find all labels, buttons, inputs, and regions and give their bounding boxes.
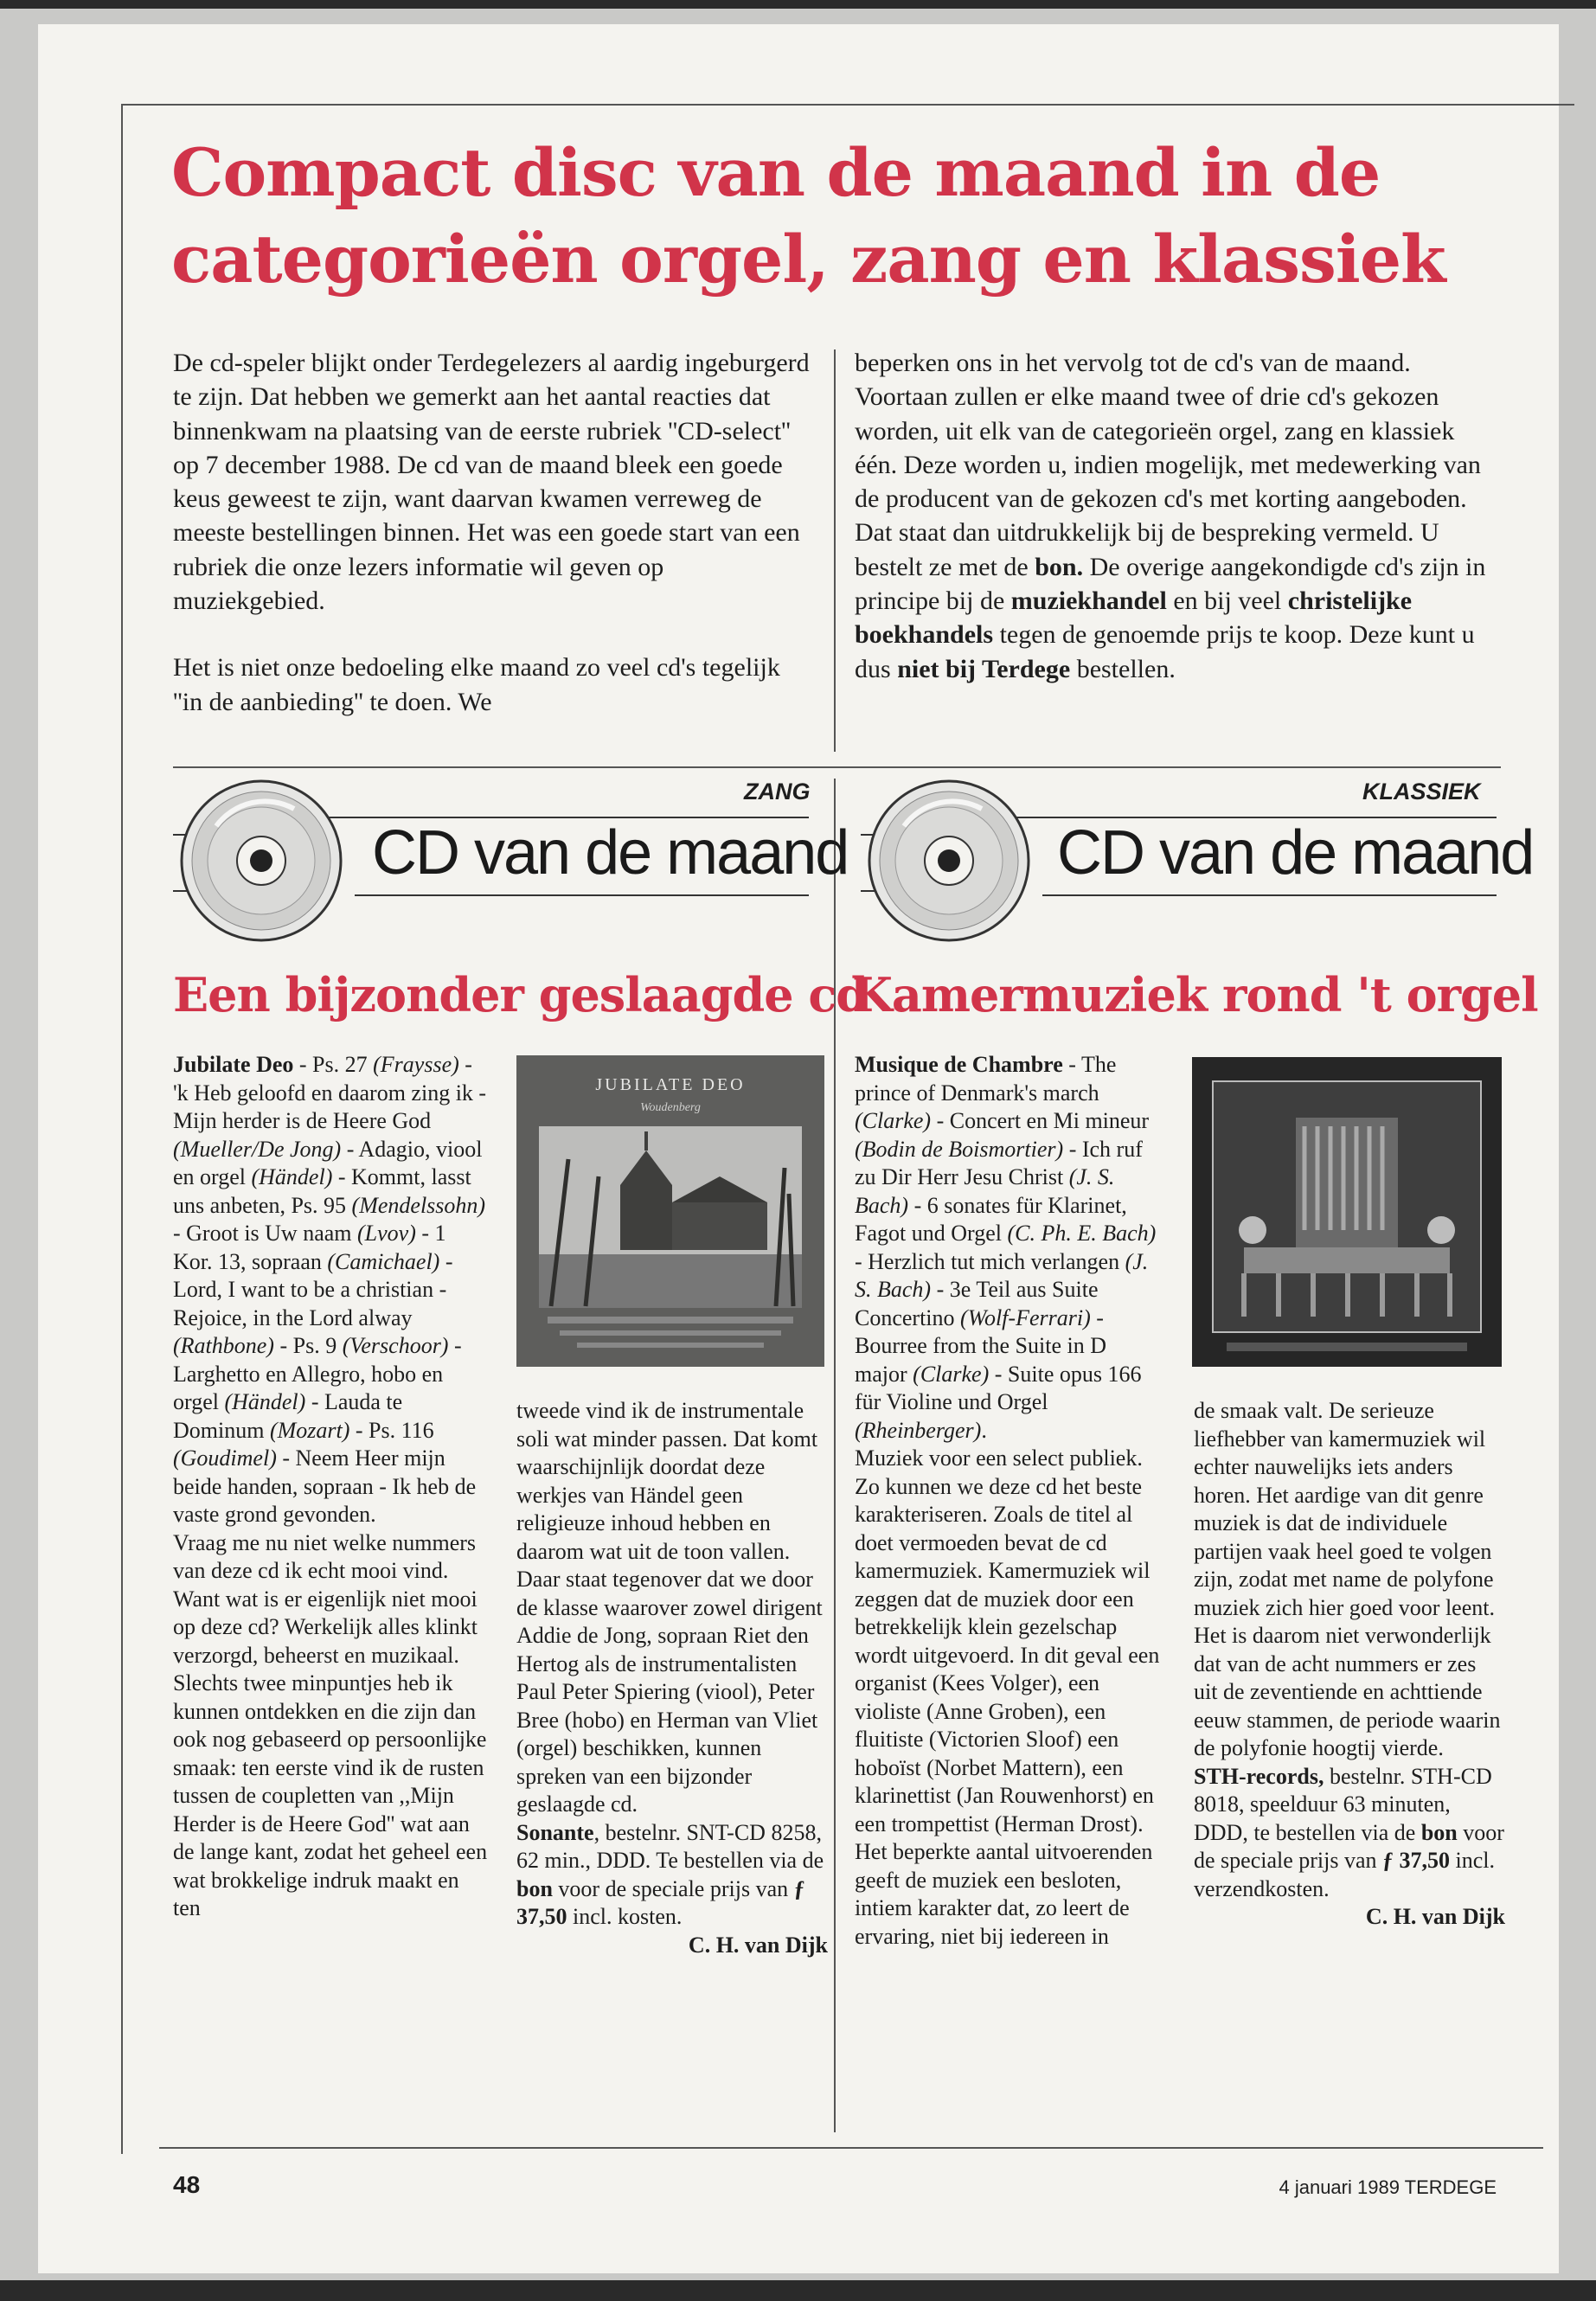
text-run: bon bbox=[516, 1875, 553, 1901]
text-run: - 'k Heb geloofd en daarom zing ik - Mijn herder is de Heere God bbox=[173, 1052, 487, 1133]
text-run: (Rathbone) bbox=[173, 1333, 274, 1358]
text-run: - Herzlich tut mich verlangen bbox=[855, 1248, 1125, 1274]
text-run: - 1 Kor. 13, sopraan bbox=[173, 1221, 446, 1274]
cover-subtitle: Woudenberg bbox=[640, 1101, 701, 1114]
category-label-klassiek: KLASSIEK bbox=[1362, 779, 1481, 804]
text-run: - Ps. 27 bbox=[293, 1052, 374, 1077]
text-run: - Ich ruf zu Dir Herr Jesu Christ bbox=[855, 1136, 1143, 1189]
klassiek-text-column-1 bbox=[855, 1051, 1162, 1951]
text-run: Musique de Chambre bbox=[855, 1052, 1063, 1077]
scan-border-top bbox=[0, 0, 1596, 9]
text-run: (Fraysse) bbox=[373, 1052, 459, 1077]
text-run: ƒ 37,50 bbox=[516, 1875, 805, 1929]
text-run: - Groot is Uw naam bbox=[173, 1221, 358, 1246]
text-run: STH-records, bbox=[1194, 1763, 1324, 1789]
text-run: (Händel) bbox=[224, 1389, 306, 1414]
text-run: (Verschoor) bbox=[342, 1333, 449, 1358]
text-run: voor de speciale prijs van bbox=[552, 1875, 794, 1901]
text-run: - The prince of Denmark's march bbox=[855, 1052, 1117, 1106]
cd-van-de-maand-klassiek: CD van de maand bbox=[1057, 818, 1534, 888]
issue-date: 4 januari 1989 TERDEGE bbox=[1279, 2176, 1497, 2198]
cd-van-de-maand-zang: CD van de maand bbox=[372, 818, 849, 888]
page-number: 48 bbox=[173, 2171, 201, 2198]
text-run: (J. S. Bach) bbox=[855, 1248, 1149, 1302]
intro-column-divider bbox=[834, 349, 836, 752]
text-run: voor de speciale prijs van bbox=[1194, 1819, 1504, 1873]
text-run: (Lvov) bbox=[357, 1221, 416, 1246]
text-run: - Kommt, lasst uns anbeten, Ps. 95 bbox=[173, 1164, 471, 1218]
intro-paragraph-3: beperken ons in het vervolg tot de cd's van de maand. Voortaan zullen er elke maand twee of drie cd's gekozen worden, uit elk van de categorieën orgel, zang en klassiek één. Deze worden u, indien mogelijk, met medewerking van de producent van de gekozen cd's met korting aangeboden. Dat staat dan uitdrukkelijk bij de bespreking vermeld. U bestelt ze met de bon. De overige aangekondigde cd's zijn in principe bij de muziekhandel en bij veel christelijke boekhandels tegen de genoemde prijs te koop. Deze kunt u dus niet bij Terdege bestellen. bbox=[855, 349, 1486, 683]
text-run: - Bourree from the Suite in D major bbox=[855, 1304, 1106, 1387]
zang-text-column-2 bbox=[516, 1397, 828, 1959]
article-paragraph bbox=[1194, 1397, 1505, 1903]
author-signature: C. H. van Dijk bbox=[688, 1932, 828, 1958]
text-run: - Lord, I want to be a christian - Rejoice, in the Lord alway bbox=[173, 1248, 453, 1330]
text-run: (Wolf-Ferrari) bbox=[960, 1304, 1091, 1330]
text-run: bon bbox=[1420, 1819, 1458, 1845]
text-run: - Adagio, viool en orgel bbox=[173, 1136, 483, 1189]
text-run: (Mueller/De Jong) bbox=[173, 1136, 342, 1162]
heading-zang: Een bijzonder geslaagde cd bbox=[173, 967, 869, 1022]
text-run: (Händel) bbox=[251, 1164, 333, 1189]
text-run: (J. S. Bach) bbox=[855, 1164, 1115, 1218]
text-run: incl. kosten. bbox=[567, 1904, 683, 1929]
article-paragraph bbox=[173, 1051, 489, 1923]
text-run: ƒ 37,50 bbox=[1382, 1848, 1451, 1873]
text-run: - Lauda te Dominum bbox=[173, 1389, 403, 1443]
text-run: (Camichael) bbox=[327, 1248, 440, 1274]
author-signature: C. H. van Dijk bbox=[1365, 1904, 1505, 1929]
text-run: - 3e Teil aus Suite Concertino bbox=[855, 1277, 1099, 1330]
article-paragraph bbox=[516, 1397, 828, 1932]
heading-klassiek: Kamermuziek rond 't orgel bbox=[852, 967, 1538, 1022]
text-run: - Suite opus 166 für Violine und Orgel bbox=[855, 1361, 1142, 1414]
article-paragraph bbox=[855, 1051, 1162, 1951]
page-headline: Compact disc van de maand in de categorieën orgel, zang en klassiek bbox=[171, 134, 1445, 298]
text-run: Muziek voor een select publiek. Zo kunnen we deze cd het beste karakteriseren. Zoals de titel al doet vermoeden bevat de cd kamermuziek. Kamermuziek wil zeggen dat de muziek door een betrekkelijk klein gezelschap wordt uitgevoerd. In dit geval een organist (Kees Volger), een violiste (Anne Groben), een fluitiste (Victorien Sloof) een hoboïst (Norbet Mattern), een klarinettist (Jan Rouwenhorst) en een trompettist (Herman Drost). Het beperkte aantal uitvoerenden geeft de muziek een besloten, intiem karakter dat, zo leert de ervaring, niet bij iedereen in bbox=[855, 1445, 1160, 1949]
text-run: - Concert en Mi mineur bbox=[931, 1108, 1150, 1133]
text-run: - Neem Heer mijn beide handen, sopraan - Ik heb de vaste grond gevonden. bbox=[173, 1445, 477, 1527]
text-run: bestelnr. STH-CD 8018, speelduur 63 minuten, DDD, te bestellen via de bbox=[1194, 1763, 1492, 1845]
text-run: (Mendelssohn) bbox=[351, 1192, 486, 1218]
intro-left-column bbox=[173, 346, 813, 752]
intro-right-column bbox=[855, 346, 1495, 719]
page-frame-bottom bbox=[159, 2147, 1543, 2149]
text-run: - Ps. 116 bbox=[349, 1417, 434, 1443]
text-run: Vraag me nu niet welke nummers van deze cd ik echt mooi vind. Want wat is er eigenlijk niet mooi op deze cd? Werkelijk alles klinkt verzorgd, beheerst en muzikaal. Slechts twee minpuntjes heb ik kunnen ontdekken en die zijn dan ook nog gebaseerd op persoonlijke smaak: ten eerste vind ik de rusten tussen de coupletten van ,,Mijn Herder is de Heere God'' wat aan de lange kant, zodat het geheel een wat brokkelige indruk maakt en ten bbox=[173, 1529, 488, 1920]
text-run: tweede vind ik de instrumentale soli wat minder passen. Dat komt waarschijnlijk doordat deze werkjes van Händel geen religieuze inhoud hebben en daarom wat uit de toon vallen. Daar staat tegenover dat we door de klasse waarover zowel dirigent Addie de Jong, sopraan Riet den Hertog als de instrumentalisten Paul Peter Spiering (viool), Peter Bree (hobo) en Herman van Vliet (orgel) beschikken, kunnen spreken van een bijzonder geslaagde cd. bbox=[516, 1398, 823, 1817]
text-run: (Clarke) bbox=[913, 1361, 990, 1387]
text-run: Sonante bbox=[516, 1819, 594, 1845]
text-run: , bestelnr. SNT-CD 8258, 62 min., DDD. Te bestellen via de bbox=[516, 1819, 824, 1873]
text-run: incl. verzendkosten. bbox=[1194, 1848, 1496, 1901]
category-label-zang: ZANG bbox=[744, 779, 811, 804]
text-run: de smaak valt. De serieuze liefhebber van kamermuziek wil echter nauwelijks iets anders horen. Het aardige van dit genre muziek is dat de individuele partijen vaak heel goed te volgen zijn, zodat met name de polyfone muziek zich hier goed voor leent. Het is daarom niet verwonderlijk dat van de acht nummers er zes uit de zeventiende en achttiende eeuw stammen, de periode waarin de polyfonie hoogtij vierde. bbox=[1194, 1398, 1501, 1760]
text-run: . bbox=[981, 1417, 987, 1443]
cover-title: JUBILATE DEO bbox=[595, 1075, 746, 1094]
section-divider bbox=[173, 766, 1501, 768]
text-run: - Ps. 9 bbox=[273, 1333, 343, 1358]
text-run: (C. Ph. E. Bach) bbox=[1007, 1221, 1157, 1246]
scan-border-bottom bbox=[0, 2280, 1596, 2301]
text-run: (Bodin de Boismortier) bbox=[855, 1136, 1064, 1162]
text-run: - 6 sonates für Klarinet, Fagot und Orgel bbox=[855, 1192, 1127, 1246]
text-run: (Goudimel) bbox=[173, 1445, 277, 1471]
text-run: Jubilate Deo bbox=[173, 1052, 294, 1077]
klassiek-text-column-2 bbox=[1194, 1397, 1505, 1932]
text-run: - Larghetto en Allegro, hobo en orgel bbox=[173, 1333, 462, 1414]
jubilate-deo-cover bbox=[516, 1055, 824, 1367]
text-run: (Clarke) bbox=[855, 1108, 932, 1133]
zang-text-column-1 bbox=[173, 1051, 489, 1923]
text-run: (Mozart) bbox=[269, 1417, 350, 1443]
intro-paragraph-2: Het is niet onze bedoeling elke maand zo veel cd's tegelijk ''in de aanbieding'' te doen. We bbox=[173, 653, 780, 716]
musique-de-chambre-cover bbox=[1192, 1057, 1502, 1367]
intro-paragraph-1: De cd-speler blijkt onder Terdegelezers al aardig ingeburgerd te zijn. Dat hebben we gemerkt aan het aantal reacties dat binnenkwam na plaatsing van de eerste rubriek ''CD-select'' op 7 december 1988. De cd van de maand bleek een goede keus geweest te zijn, want daarvan kwamen verreweg de meeste bestellingen binnen. Het was een goede start van een rubriek die onze lezers informatie wil geven op muziekgebied. bbox=[173, 349, 810, 616]
text-run: (Rheinberger) bbox=[855, 1417, 982, 1443]
